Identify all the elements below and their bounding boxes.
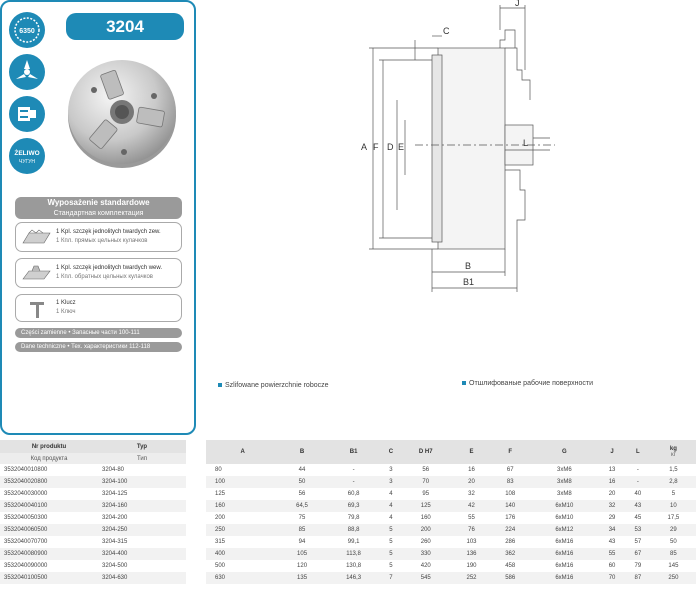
product-number-cell: 3532040090000	[4, 563, 48, 569]
jaw-chuck-icon	[9, 54, 45, 90]
col-subheader-product-number: Код продукта	[0, 453, 98, 464]
dimension-cell: 3xM8	[557, 491, 572, 497]
col-header-l: L	[625, 440, 651, 464]
spare-parts-link[interactable]: Części zamienne • Запасные части 100-111	[15, 328, 182, 338]
dimension-cell: 60,8	[347, 491, 360, 497]
table-row	[206, 464, 696, 476]
dimension-cell: 5	[389, 539, 393, 545]
dimension-cell: 85	[651, 548, 696, 560]
dimension-cell: 83	[491, 476, 530, 488]
product-title: 3204	[66, 13, 184, 40]
dimension-cell: 44	[298, 467, 306, 473]
dimension-cell: 125	[215, 491, 226, 497]
dimension-cell: 5	[383, 524, 400, 536]
col-header-f: F	[491, 440, 530, 464]
dimension-cell: 545	[399, 572, 452, 584]
accessory-3-label: 1 Klucz	[56, 300, 76, 306]
type-cell: 3204-200	[102, 515, 128, 521]
dim-label-l: L	[523, 138, 529, 148]
dimension-cell: -	[352, 467, 355, 473]
chuck-key-icon	[28, 298, 48, 320]
dimension-cell: 362	[491, 548, 530, 560]
col-header-j: J	[599, 440, 625, 464]
col-header-b1: B1	[325, 440, 383, 464]
type-cell: 3204-160	[98, 500, 186, 512]
dimension-cell: 6xM10	[555, 515, 574, 521]
dimension-cell: 94	[298, 539, 306, 545]
dimension-cell: -	[636, 467, 639, 473]
dimension-cell: 88,8	[325, 524, 383, 536]
dimension-cell: 330	[399, 548, 452, 560]
dimension-cell: 260	[420, 539, 431, 545]
dimension-cell: 50	[670, 539, 677, 545]
dimension-cell: 315	[215, 539, 226, 545]
type-cell: 3204-250	[98, 524, 186, 536]
dimension-cell: 3	[389, 467, 393, 473]
dimension-cell: 6xM12	[530, 524, 600, 536]
technical-data-link[interactable]: Dane techniczne • Тех. характеристики 112-118	[15, 342, 182, 352]
dimension-cell: 43	[608, 539, 616, 545]
dimension-cell: 7	[383, 572, 400, 584]
dimension-cell: 6xM16	[555, 563, 574, 569]
dimension-cell: 55	[468, 515, 475, 521]
table-row	[0, 512, 186, 524]
product-panel	[0, 0, 196, 435]
type-cell: 3204-500	[102, 563, 128, 569]
dimension-cell: 160	[206, 500, 279, 512]
dimension-cell: 5	[671, 491, 676, 497]
table-row	[206, 548, 696, 560]
dimension-cell: 79	[634, 563, 642, 569]
legend-ground-surfaces	[218, 382, 329, 389]
dimension-cell: 57	[634, 539, 642, 545]
dimension-cell: 55	[599, 548, 625, 560]
dimension-cell: 286	[505, 539, 516, 545]
dimension-cell: 108	[505, 491, 516, 497]
dimension-cell: 16	[468, 467, 475, 473]
table-row	[206, 488, 696, 500]
table-row	[206, 476, 696, 488]
table-row	[206, 512, 696, 524]
type-cell: 3204-80	[102, 467, 125, 473]
dimension-cell: 146,3	[325, 572, 383, 584]
dimension-cell: 136	[452, 548, 491, 560]
dimension-cell: 400	[206, 548, 279, 560]
dimension-cell: 3xM6	[557, 467, 572, 473]
dim-label-j: J	[515, 0, 520, 8]
dimension-cell: 56	[422, 467, 430, 473]
product-number-cell: 3532040100500	[0, 572, 98, 584]
dimension-cell: 6xM16	[530, 548, 600, 560]
col-subheader-type: Тип	[98, 453, 186, 464]
product-number-cell: 3532040030000	[4, 491, 48, 497]
table-row	[206, 536, 696, 548]
legend-label-ru: Отшлифованые рабочие поверхности	[469, 380, 594, 387]
dimension-cell: 75	[298, 515, 306, 521]
dimension-cell: 29	[651, 524, 696, 536]
standard-equipment-header	[15, 197, 182, 219]
internal-jaws-icon	[20, 263, 54, 285]
dimension-cell: 76	[452, 524, 491, 536]
dimension-cell: 67	[506, 467, 514, 473]
table-row	[0, 560, 186, 572]
dim-label-d: D	[387, 142, 394, 152]
dimension-cell: 420	[420, 563, 431, 569]
dimension-cell: 32	[599, 500, 625, 512]
technical-drawing	[345, 0, 555, 300]
product-number-cell: 3532040010800	[4, 467, 48, 473]
dimension-cell: 69,3	[325, 500, 383, 512]
dimension-cell: 64,5	[279, 500, 324, 512]
dimension-cell: 34	[599, 524, 625, 536]
type-cell: 3204-315	[102, 539, 128, 545]
dimensions-table	[206, 440, 696, 584]
dimension-cell: 200	[215, 515, 226, 521]
dimension-cell: 50	[279, 476, 324, 488]
accessory-internal-jaws	[15, 258, 182, 288]
dimension-cell: 135	[279, 572, 324, 584]
three-jaw-chuck-image	[62, 52, 182, 172]
table-row	[206, 500, 696, 512]
col-header-e: E	[452, 440, 491, 464]
dimension-cell: 79,8	[347, 515, 360, 521]
product-number-cell: 3532040050300	[4, 515, 48, 521]
zeliwo-sublabel: ЧУГУН	[18, 159, 36, 165]
product-number-cell: 3532040060500	[0, 524, 98, 536]
dimension-cell: 99,1	[347, 539, 360, 545]
dimension-cell: 103	[466, 539, 477, 545]
dimension-cell: 100	[206, 476, 279, 488]
standard-equipment-title-ru: Стандартная комплектация	[53, 210, 144, 217]
table-row	[0, 572, 186, 584]
dimension-cell: 2,8	[651, 476, 696, 488]
dimension-cell: 250	[651, 572, 696, 584]
accessory-external-jaws	[15, 222, 182, 252]
dimension-cell: 113,8	[325, 548, 383, 560]
type-cell: 3204-630	[98, 572, 186, 584]
dimension-cell: 176	[505, 515, 516, 521]
dimension-cell: 252	[452, 572, 491, 584]
table-row	[0, 500, 186, 512]
dimension-cell: 60	[608, 563, 616, 569]
dimension-cell: 140	[491, 500, 530, 512]
dimension-cell: 70	[399, 476, 452, 488]
accessory-2-label: 1 Kpl. szczęk jednolitych twardych wew.	[56, 265, 163, 271]
accessory-1-label: 1 Kpl. szczęk jednolitych twardych zew.	[56, 229, 161, 235]
dimension-cell: 17,5	[667, 515, 680, 521]
dimension-cell: -	[625, 476, 651, 488]
col-header-product-number: Nr produktu	[0, 440, 98, 453]
accessory-3-label-ru: 1 Ключ	[56, 309, 76, 315]
table-row	[0, 536, 186, 548]
dimension-cell: 4	[389, 515, 393, 521]
dimension-cell: 200	[399, 524, 452, 536]
dimension-cell: 630	[206, 572, 279, 584]
dimension-cell: 85	[279, 524, 324, 536]
dimension-cell: 29	[608, 515, 616, 521]
dim-label-c: C	[443, 26, 450, 36]
accessory-1-label-ru: 1 Кпл. прямых цельных кулачков	[56, 238, 148, 244]
product-number-cell: 3532040080900	[0, 548, 98, 560]
dimension-cell: 56	[298, 491, 306, 497]
dimension-cell: 20	[608, 491, 616, 497]
legend-ground-surfaces-ru	[462, 380, 593, 387]
dim-label-b: B	[465, 261, 472, 271]
col-header-b: B	[279, 440, 324, 464]
dimension-cell: 224	[491, 524, 530, 536]
table-row	[206, 572, 696, 584]
dimension-cell: 6xM16	[530, 572, 600, 584]
dimension-cell: 10	[651, 500, 696, 512]
table-row	[0, 476, 186, 488]
dimension-cell: 4	[383, 500, 400, 512]
table-row	[206, 560, 696, 572]
dimension-cell: -	[325, 476, 383, 488]
badge-number: 6350	[19, 28, 35, 35]
dim-label-a: A	[361, 142, 368, 152]
col-header-g: G	[530, 440, 600, 464]
type-cell: 3204-125	[102, 491, 128, 497]
external-jaws-icon	[20, 227, 54, 249]
accessory-key	[15, 294, 182, 322]
dimension-cell: 5	[383, 548, 400, 560]
dimension-cell: 1,5	[669, 467, 678, 473]
dimension-cell: 80	[215, 467, 222, 473]
dimension-cell: 125	[399, 500, 452, 512]
dimension-cell: 16	[599, 476, 625, 488]
cast-iron-material-icon	[9, 138, 45, 174]
dimension-cell: 53	[625, 524, 651, 536]
dimension-cell: 6xM10	[530, 500, 600, 512]
product-number-cell: 3532040020800	[0, 476, 98, 488]
dimension-cell: 250	[206, 524, 279, 536]
dimension-cell: 145	[668, 563, 679, 569]
product-number-table	[0, 440, 186, 584]
table-row	[0, 488, 186, 500]
table-row	[0, 464, 186, 476]
dimension-cell: 6xM16	[555, 539, 574, 545]
standard-badge-icon	[9, 12, 45, 48]
dimension-cell: 500	[215, 563, 226, 569]
dimension-cell: 458	[505, 563, 516, 569]
legend-square-icon	[218, 383, 222, 387]
dimension-cell: 13	[608, 467, 616, 473]
dimension-cell: 3	[383, 476, 400, 488]
col-header-a: A	[206, 440, 279, 464]
dimension-cell: 87	[625, 572, 651, 584]
table-row	[206, 524, 696, 536]
type-cell: 3204-400	[98, 548, 186, 560]
dim-label-b1: B1	[463, 277, 475, 287]
legend-square-icon	[462, 381, 466, 385]
dimension-cell: 32	[468, 491, 475, 497]
dimension-cell: 160	[420, 515, 431, 521]
product-number-cell: 3532040070700	[4, 539, 48, 545]
dimension-cell: 45	[634, 515, 642, 521]
dimension-cell: 67	[625, 548, 651, 560]
col-header-d-h7: D H7	[399, 440, 452, 464]
dimension-cell: 70	[599, 572, 625, 584]
dimension-cell: 95	[422, 491, 430, 497]
dimension-cell: 3xM8	[530, 476, 600, 488]
mounting-type-icon	[9, 96, 45, 132]
dimension-cell: 105	[279, 548, 324, 560]
col-header-type: Typ	[98, 440, 186, 453]
legend-label-pl: Szlifowane powierzchnie robocze	[225, 382, 329, 389]
dimension-cell: 5	[389, 563, 393, 569]
dimension-cell: 120	[297, 563, 308, 569]
accessory-2-label-ru: 1 Кпл. обратных цельных кулачков	[56, 274, 153, 280]
dimension-cell: 40	[634, 491, 642, 497]
col-header-c: C	[383, 440, 400, 464]
dimension-cell: 190	[466, 563, 477, 569]
product-number-cell: 3532040040100	[0, 500, 98, 512]
dim-label-f: F	[373, 142, 379, 152]
dimension-cell: 4	[389, 491, 393, 497]
type-cell: 3204-100	[98, 476, 186, 488]
dimension-cell: 586	[491, 572, 530, 584]
standard-equipment-title: Wyposażenie standardowe	[47, 198, 150, 207]
dimension-cell: 43	[625, 500, 651, 512]
dimension-cell: 130,8	[346, 563, 362, 569]
zeliwo-label: ŻELIWO	[14, 150, 40, 157]
dimension-cell: 42	[452, 500, 491, 512]
col-header-kg: kg кг	[651, 440, 696, 464]
table-row	[0, 548, 186, 560]
table-row	[0, 524, 186, 536]
dim-label-e: E	[398, 142, 405, 152]
dimension-cell: 20	[452, 476, 491, 488]
